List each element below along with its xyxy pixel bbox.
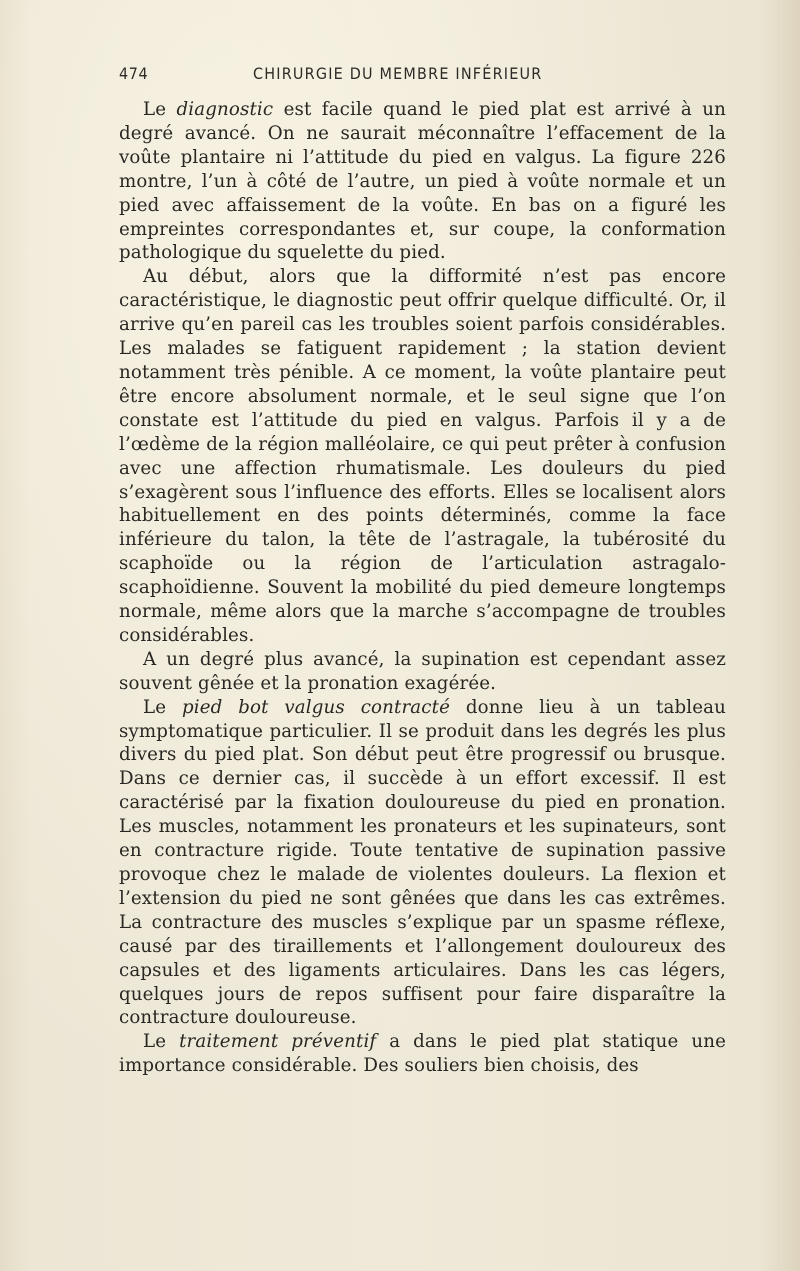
paragraph-advanced-stage: A un degré plus avancé, la supination est cependant assez souvent gênée et la pronation exagérée.: [119, 648, 726, 694]
paragraph-early-stage: Au début, alors que la difformité n’est pas encore caractéristique, le diagnostic peut offrir quelque difficulté. Or, il arrive qu’en pareil cas les troubles soient parfois considérables. Les malades se fatiguent rapidement ; la station devient notamment très pénible. A ce moment, la voûte plantaire peut être encore absolument normale, et le seul signe que l’on constate est l’attitude du pied en valgus. Parfois il y a de l’œdème de la région malléolaire, ce qui peut prêter à confusion avec une affection rhumatismale. Les douleurs du pied s’exagèrent sous l’influence des efforts. Elles se localisent alors habituellement en des points déterminés, comme la face inférieure du talon, la tête de l’astragale, la tubérosité du scaphoïde ou la région de l’articulation astragalo-scaphoïdienne. Souvent la mobilité du pied demeure longtemps normale, même alors que la marche s’accompagne de troubles considérables.: [119, 266, 726, 646]
body-text: [119, 98, 726, 1078]
emphasis-diagnostic: diagnostic: [176, 99, 274, 120]
paragraph-traitement-preventif: Le traitement préventif a dans le pied plat statique une importance considérable. Des souliers bien choisis, des: [119, 1031, 726, 1077]
emphasis-pied-bot-valgus: pied bot valgus contracté: [181, 696, 451, 718]
page-number: 474: [119, 64, 149, 83]
paragraph-pied-bot-valgus: Le pied bot valgus contracté donne lieu à un tableau symptomatique particulier. Il se produit dans les degrés les plus divers du pied plat. Son début peut être progressif ou brusque. Dans ce dernier cas, il succède à un effort excessif. Il est caractérisé par la fixation douloureuse du pied en pronation. Les muscles, notamment les pronateurs et les supinateurs, sont en contracture rigide. Toute tentative de supination passive provoque chez le malade de violentes douleurs. La flexion et l’extension du pied ne sont gênées que dans les cas extrêmes. La contracture des muscles s’explique par un spasme réflexe, causé par des tiraillements et l’allongement douloureux des capsules et des ligaments articulaires. Dans les cas légers, quelques jours de repos suffisent pour faire disparaître la contracture douloureuse.: [119, 696, 726, 1029]
page-header: [119, 64, 728, 88]
emphasis-traitement-preventif: traitement préventif: [179, 1031, 377, 1053]
paragraph-diagnostic: Le diagnostic est facile quand le pied plat est arrivé à un degré avancé. On ne saurait méconnaître l’effacement de la voûte plantaire ni l’attitude du pied en valgus. La figure 226 montre, l’un à côté de l’autre, un pied à voûte normale et un pied avec affaissement de la voûte. En bas on a figuré les empreintes correspondantes et, sur coupe, la conformation pathologique du squelette du pied.: [119, 99, 726, 264]
running-title: CHIRURGIE DU MEMBRE INFÉRIEUR: [253, 64, 543, 83]
